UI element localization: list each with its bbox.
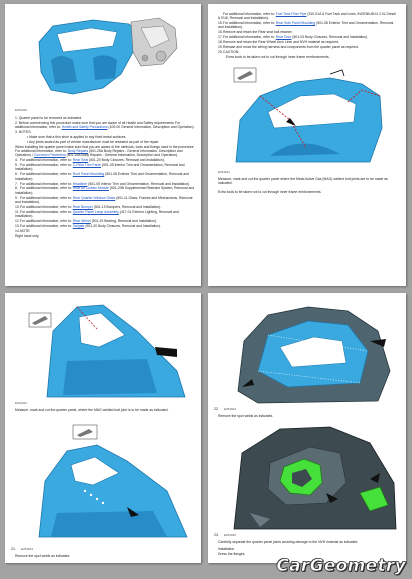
step-number: 8.	[15, 186, 18, 191]
step-text: For additional information, refer to:	[20, 181, 73, 186]
reference-link[interactable]: Rear Wheel	[72, 218, 91, 223]
reference-step	[218, 30, 398, 34]
figure-code: E254922	[15, 401, 28, 405]
reference-step	[15, 163, 195, 172]
step-text: For additional information, refer to:	[223, 35, 276, 40]
step-text: Release and move the wiring harness and components from the quarter panel as required.	[223, 45, 359, 50]
reference-step	[15, 186, 195, 195]
step-text: For additional information, refer to:	[223, 21, 276, 26]
step-text-tail: (501-08 Exterior Trim and Ornamentation, Removal and Installation).	[218, 21, 394, 30]
manual-page-4	[208, 293, 406, 563]
reference-link[interactable]: Rear Bumper	[72, 204, 93, 209]
reference-step	[218, 12, 398, 21]
step-number: 10.	[15, 204, 20, 209]
step-text-tail: (501-05 Interior Trim and Ornamentation, Removal and Installation).	[87, 181, 191, 186]
reference-step	[218, 21, 398, 30]
step-number: 12.	[15, 218, 20, 223]
step-text: For additional information, refer to:	[20, 223, 73, 228]
step-text: Remove and retain the Rear seat bolt retainer.	[223, 30, 293, 35]
watermark-logo: CarGeometry	[276, 556, 406, 576]
reference-link[interactable]: Rear Side Panel Moulding	[275, 21, 316, 26]
reference-step	[15, 205, 195, 209]
step-text: NOTE:	[20, 228, 31, 233]
note-bullet-2: • Any joints sealed as part of vehicle manufacture must be resealed as part of the repair.	[27, 139, 159, 144]
step-number: 13.	[15, 223, 20, 228]
caution-text-2: Extra tools to be taken not to cut through inner frame reinforcements.	[218, 189, 322, 194]
step-text-tail: (501-08 Exterior Trim and Ornamentation, Removal and Installation).	[15, 172, 189, 181]
reference-link[interactable]: C-Pillar Trim Panel	[72, 163, 102, 168]
separation-text: Carefully separate the quarter panel joints avoiding damage to the NVH material as indicated.	[218, 540, 359, 544]
note-bullet-1: • Make sure that a thin shim is applied to any fixed metal surfaces.	[27, 134, 127, 139]
note-3: 3. NOTES:	[15, 130, 32, 135]
measure-instruction-text: Measure, mark and cut the quarter panel, where the MAG welded butt joint is to be made as indicated.	[15, 408, 169, 412]
quarter-panel-measure-figure	[27, 301, 197, 399]
manual-page-2	[208, 4, 406, 286]
step-number: 9.	[15, 195, 18, 200]
right-hand-note: Right hand only.	[15, 233, 40, 238]
caution-text: Extra tools to be taken not to cut through inner frame reinforcements.	[226, 54, 330, 59]
step-text: For additional information, refer to:	[20, 186, 73, 191]
reference-step	[15, 229, 195, 233]
quarter-panel-cut-figure	[230, 66, 390, 166]
reference-link[interactable]: Headliner	[72, 181, 88, 186]
step-number: 15.	[218, 21, 223, 26]
figure-code: E254921	[218, 170, 231, 174]
reference-step	[218, 45, 398, 49]
reference-step	[15, 196, 195, 205]
spot-weld-instruction	[15, 554, 195, 559]
step-text: For additional information, refer to:	[20, 172, 73, 177]
step-text: For additional information, refer to:	[20, 209, 73, 214]
reference-link[interactable]: Rear Quarter Window Glass	[72, 195, 116, 200]
step-text: For additional information, refer to:	[20, 163, 73, 168]
step-number: 22.	[214, 407, 219, 411]
spot-weld-figure	[27, 421, 197, 539]
step-text-tail: (501-03 Body Closures, Removal and Installation).	[291, 35, 369, 40]
reference-step	[15, 224, 195, 228]
figure-code: E254925	[224, 533, 237, 537]
measure-instruction	[15, 408, 195, 413]
installation-text: Dress the flanges.	[218, 552, 246, 557]
health-safety-link[interactable]: Health and Safety Precautions	[61, 125, 108, 130]
cut-instruction-text: Measure, mark and cut the quarter panel where the Metal Active Gas (MAG) welded butt joints are to be made as indicated.	[218, 177, 388, 186]
reference-step	[15, 182, 195, 186]
spot-weld-figure-2	[228, 301, 400, 407]
reference-link[interactable]: Rear Seat	[72, 158, 89, 163]
step-text-tail: (501-20 Body Closures, Removal and Installation).	[84, 223, 162, 228]
step-number: 6.	[15, 172, 18, 177]
manual-page-1	[5, 4, 201, 286]
reference-step	[15, 210, 195, 219]
reference-step	[218, 35, 398, 39]
reference-step	[218, 40, 398, 44]
reference-link[interactable]: Fuel Tank Filler Pipe	[275, 12, 307, 16]
reference-step	[15, 172, 195, 181]
step-text: For additional information, refer to:	[20, 158, 73, 163]
step-text: Remove and retain the Rear Wheel Arch Liner and NVH material as required.	[223, 40, 339, 45]
step-number: 5.	[15, 163, 18, 168]
reference-step	[15, 158, 195, 162]
step-text-tail: (501-05 Interior Trim and Ornamentation, Removal and Installation).	[15, 163, 185, 172]
reference-step	[15, 219, 195, 223]
step-text: For additional information, refer to:	[20, 204, 73, 209]
cut-instruction	[218, 177, 398, 194]
figure-code: E254923	[21, 547, 34, 551]
quarter-panel-figure	[33, 12, 183, 107]
manual-page-3	[5, 293, 201, 563]
step-number: 11.	[15, 209, 20, 214]
body-repairs-link[interactable]: Body Repairs	[67, 149, 89, 154]
step-number: 21.	[11, 547, 16, 551]
step-number: 17.	[218, 35, 223, 40]
nvh-separation-figure	[230, 423, 400, 531]
installation-heading: Installation	[218, 547, 235, 552]
step-number: 7.	[15, 181, 18, 186]
step-number: 23.	[214, 533, 219, 537]
step-text-tail: (501-20B Supplemental Restraint System, Removal and Installation).	[15, 186, 195, 195]
step-number: 4.	[15, 158, 18, 163]
step-number: 18.	[218, 40, 223, 45]
step-text-tail: (310-01A & Fuel Tank and Lines, INGENIUM I4 2.0L Diesel & EU6, Removal and Installation).	[218, 12, 396, 21]
reference-list	[15, 158, 195, 233]
procedure-text	[218, 12, 398, 60]
figure-code: E254924	[224, 407, 237, 411]
step-text: For additional information, refer to:	[20, 195, 73, 200]
step-text: For additional information, refer to:	[223, 12, 276, 16]
reference-link[interactable]: Rear Door	[275, 35, 292, 40]
note-1: 1. Quarter panel to be removed as indicated.	[15, 116, 83, 120]
step-number: 19.	[218, 45, 223, 50]
step-number: 16.	[218, 30, 223, 35]
spot-weld-instruction	[218, 414, 398, 419]
step-text-tail: (501-19 Bumpers, Removal and Installation).	[92, 204, 162, 209]
reference-link[interactable]: Rear Air Curtain Module	[72, 186, 109, 191]
reference-step	[218, 50, 398, 54]
spot-weld-text: Remove the spot welds as indicated.	[15, 554, 71, 558]
note-2: 2. Before commencing this procedure make sure that you are aware of all Health and Safety requirements For additional information, refer to: Health and Safety Precautions (100-00 General Information, Description and Operation).	[15, 120, 195, 130]
step-number: 14.	[15, 228, 20, 233]
reference-link[interactable]: Roof Panel Moulding	[72, 172, 105, 177]
separation-instruction	[218, 540, 398, 557]
step-text-tail: (501-19 Bearing, Removal and Installation).	[90, 218, 158, 223]
step-text-tail: (501-20 Body Closures, Removal and Installation).	[88, 158, 165, 163]
step-text: CAUTION:	[223, 49, 240, 54]
corrosion-prevention-link[interactable]: Corrosion Prevention	[33, 153, 66, 158]
reference-link[interactable]: Tailgate	[72, 223, 85, 228]
figure-code: E254920	[15, 108, 28, 112]
install-paragraph: When installing the quarter panel make sure that you are aware of the methods, tools and fixings used in the procedure For additional information, refer to: Body Repairs (501-25A Body Repairs - General Information, Description and Operation) / Corrosion Prevention (501-25A Body Repairs - General Information, Description and Operation).	[15, 144, 194, 158]
reference-list	[218, 12, 398, 54]
reference-link[interactable]: Quarter Panel Lamp Assembly	[72, 209, 119, 214]
step-text-tail: (501-11 Glass, Frames and Mechanisms, Removal and Installation).	[15, 195, 193, 204]
spot-weld-text: Remove the spot welds as indicated.	[218, 414, 274, 418]
step-text: For additional information, refer to:	[20, 218, 73, 223]
step-number: 20.	[218, 49, 223, 54]
procedure-text	[15, 116, 195, 238]
step-text-tail: (417-01 Exterior Lighting, Removal and Installation).	[15, 209, 179, 218]
